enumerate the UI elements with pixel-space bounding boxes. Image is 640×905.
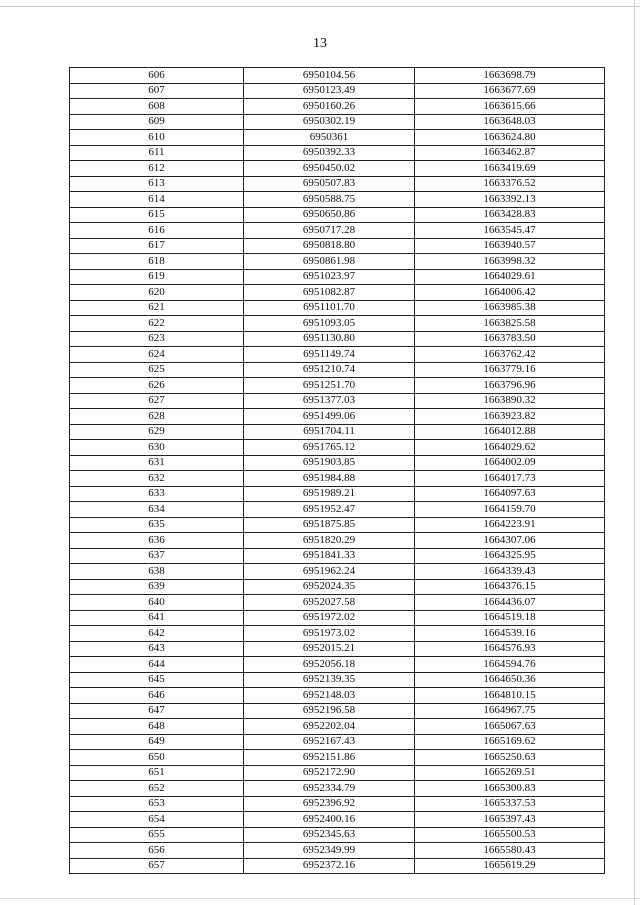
table-row [70,114,605,130]
y-coordinate-cell: 1664519.18 [415,610,605,626]
x-coordinate-cell: 6951130.80 [244,331,415,347]
point-number-cell: 657 [70,858,244,874]
x-coordinate-cell: 6950123.49 [244,83,415,99]
point-number-cell: 622 [70,316,244,332]
x-coordinate-cell: 6952349.99 [244,843,415,859]
point-number-cell: 623 [70,331,244,347]
table-row [70,238,605,254]
table-row [70,83,605,99]
x-coordinate-cell: 6951149.74 [244,347,415,363]
table-row [70,610,605,626]
x-coordinate-cell: 6951841.33 [244,548,415,564]
y-coordinate-cell: 1663762.42 [415,347,605,363]
point-number-cell: 645 [70,672,244,688]
x-coordinate-cell: 6950818.80 [244,238,415,254]
y-coordinate-cell: 1665500.53 [415,827,605,843]
x-coordinate-cell: 6952056.18 [244,657,415,673]
table-row [70,440,605,456]
x-coordinate-cell: 6951082.87 [244,285,415,301]
table-row [70,269,605,285]
x-coordinate-cell: 6952151.86 [244,750,415,766]
y-coordinate-cell: 1663392.13 [415,192,605,208]
y-coordinate-cell: 1664325.95 [415,548,605,564]
y-coordinate-cell: 1663940.57 [415,238,605,254]
y-coordinate-cell: 1664810.15 [415,688,605,704]
table-row [70,564,605,580]
point-number-cell: 650 [70,750,244,766]
y-coordinate-cell: 1665619.29 [415,858,605,874]
point-number-cell: 633 [70,486,244,502]
table-row [70,161,605,177]
table-row [70,130,605,146]
table-row [70,672,605,688]
table-row [70,579,605,595]
table-row [70,223,605,239]
x-coordinate-cell: 6950302.19 [244,114,415,130]
table-row [70,409,605,425]
point-number-cell: 646 [70,688,244,704]
table-row [70,331,605,347]
x-coordinate-cell: 6950160.26 [244,99,415,115]
y-coordinate-cell: 1663648.03 [415,114,605,130]
x-coordinate-cell: 6952396.92 [244,796,415,812]
x-coordinate-cell: 6952372.16 [244,858,415,874]
point-number-cell: 606 [70,68,244,84]
table-row [70,781,605,797]
y-coordinate-cell: 1663376.52 [415,176,605,192]
point-number-cell: 631 [70,455,244,471]
table-row [70,765,605,781]
y-coordinate-cell: 1664017.73 [415,471,605,487]
table-row [70,254,605,270]
table-row [70,502,605,518]
y-coordinate-cell: 1663779.16 [415,362,605,378]
table-row [70,99,605,115]
y-coordinate-cell: 1663677.69 [415,83,605,99]
table-row [70,703,605,719]
y-coordinate-cell: 1664967.75 [415,703,605,719]
point-number-cell: 618 [70,254,244,270]
table-row [70,300,605,316]
table-row [70,734,605,750]
point-number-cell: 612 [70,161,244,177]
table-row [70,347,605,363]
point-number-cell: 630 [70,440,244,456]
y-coordinate-cell: 1664223.91 [415,517,605,533]
y-coordinate-cell: 1665397.43 [415,812,605,828]
y-coordinate-cell: 1664650.36 [415,672,605,688]
x-coordinate-cell: 6952024.35 [244,579,415,595]
point-number-cell: 653 [70,796,244,812]
point-number-cell: 637 [70,548,244,564]
x-coordinate-cell: 6951875.85 [244,517,415,533]
table-row [70,843,605,859]
y-coordinate-cell: 1664539.16 [415,626,605,642]
y-coordinate-cell: 1665250.63 [415,750,605,766]
point-number-cell: 629 [70,424,244,440]
y-coordinate-cell: 1663998.32 [415,254,605,270]
y-coordinate-cell: 1664594.76 [415,657,605,673]
x-coordinate-cell: 6951704.11 [244,424,415,440]
y-coordinate-cell: 1665300.83 [415,781,605,797]
x-coordinate-cell: 6952400.16 [244,812,415,828]
table-row [70,657,605,673]
x-coordinate-cell: 6952015.21 [244,641,415,657]
table-row [70,796,605,812]
table-row [70,812,605,828]
point-number-cell: 621 [70,300,244,316]
top-edge-rule [0,6,640,7]
x-coordinate-cell: 6952196.58 [244,703,415,719]
x-coordinate-cell: 6950717.28 [244,223,415,239]
x-coordinate-cell: 6951972.02 [244,610,415,626]
x-coordinate-cell: 6950507.83 [244,176,415,192]
table-row [70,471,605,487]
y-coordinate-cell: 1663825.58 [415,316,605,332]
y-coordinate-cell: 1663923.82 [415,409,605,425]
table-row [70,641,605,657]
point-number-cell: 652 [70,781,244,797]
point-number-cell: 614 [70,192,244,208]
x-coordinate-cell: 6952027.58 [244,595,415,611]
point-number-cell: 639 [70,579,244,595]
x-coordinate-cell: 6951765.12 [244,440,415,456]
table-row [70,316,605,332]
point-number-cell: 620 [70,285,244,301]
y-coordinate-cell: 1663890.32 [415,393,605,409]
y-coordinate-cell: 1664339.43 [415,564,605,580]
y-coordinate-cell: 1665269.51 [415,765,605,781]
point-number-cell: 643 [70,641,244,657]
point-number-cell: 634 [70,502,244,518]
y-coordinate-cell: 1663428.83 [415,207,605,223]
point-number-cell: 647 [70,703,244,719]
y-coordinate-cell: 1663545.47 [415,223,605,239]
table-row [70,858,605,874]
table-row [70,68,605,84]
point-number-cell: 641 [70,610,244,626]
table-row [70,176,605,192]
point-number-cell: 609 [70,114,244,130]
point-number-cell: 655 [70,827,244,843]
x-coordinate-cell: 6951377.03 [244,393,415,409]
y-coordinate-cell: 1663624.80 [415,130,605,146]
point-number-cell: 638 [70,564,244,580]
table-row [70,145,605,161]
y-coordinate-cell: 1663698.79 [415,68,605,84]
point-number-cell: 656 [70,843,244,859]
y-coordinate-cell: 1664029.61 [415,269,605,285]
x-coordinate-cell: 6952139.35 [244,672,415,688]
point-number-cell: 632 [70,471,244,487]
point-number-cell: 640 [70,595,244,611]
point-number-cell: 635 [70,517,244,533]
point-number-cell: 654 [70,812,244,828]
x-coordinate-cell: 6951093.05 [244,316,415,332]
table-row [70,486,605,502]
table-row [70,688,605,704]
x-coordinate-cell: 6950861.98 [244,254,415,270]
point-number-cell: 626 [70,378,244,394]
table-row [70,595,605,611]
point-number-cell: 617 [70,238,244,254]
y-coordinate-cell: 1664012.88 [415,424,605,440]
y-coordinate-cell: 1664002.09 [415,455,605,471]
x-coordinate-cell: 6951499.06 [244,409,415,425]
table-row [70,533,605,549]
y-coordinate-cell: 1664576.93 [415,641,605,657]
y-coordinate-cell: 1664376.15 [415,579,605,595]
table-row [70,362,605,378]
y-coordinate-cell: 1663419.69 [415,161,605,177]
y-coordinate-cell: 1665067.63 [415,719,605,735]
table-row [70,192,605,208]
x-coordinate-cell: 6951101.70 [244,300,415,316]
x-coordinate-cell: 6950650.86 [244,207,415,223]
table-row [70,626,605,642]
point-number-cell: 613 [70,176,244,192]
right-edge-rule [634,0,635,905]
x-coordinate-cell: 6952345.63 [244,827,415,843]
table-row [70,719,605,735]
x-coordinate-cell: 6950104.56 [244,68,415,84]
table-row [70,424,605,440]
point-number-cell: 649 [70,734,244,750]
coordinates-table [69,67,605,874]
point-number-cell: 616 [70,223,244,239]
x-coordinate-cell: 6950450.02 [244,161,415,177]
x-coordinate-cell: 6951962.24 [244,564,415,580]
point-number-cell: 611 [70,145,244,161]
y-coordinate-cell: 1663783.50 [415,331,605,347]
x-coordinate-cell: 6950588.75 [244,192,415,208]
y-coordinate-cell: 1665580.43 [415,843,605,859]
point-number-cell: 648 [70,719,244,735]
table-row [70,378,605,394]
page-number: 13 [313,36,327,51]
point-number-cell: 619 [70,269,244,285]
x-coordinate-cell: 6952172.90 [244,765,415,781]
table-row [70,285,605,301]
point-number-cell: 608 [70,99,244,115]
point-number-cell: 624 [70,347,244,363]
x-coordinate-cell: 6951820.29 [244,533,415,549]
y-coordinate-cell: 1664159.70 [415,502,605,518]
x-coordinate-cell: 6951984.88 [244,471,415,487]
table-row [70,750,605,766]
x-coordinate-cell: 6952202.04 [244,719,415,735]
y-coordinate-cell: 1664029.62 [415,440,605,456]
x-coordinate-cell: 6952334.79 [244,781,415,797]
y-coordinate-cell: 1664097.63 [415,486,605,502]
point-number-cell: 651 [70,765,244,781]
x-coordinate-cell: 6951952.47 [244,502,415,518]
x-coordinate-cell: 6950392.33 [244,145,415,161]
coordinates-table-body [70,68,605,874]
y-coordinate-cell: 1665169.62 [415,734,605,750]
x-coordinate-cell: 6951210.74 [244,362,415,378]
point-number-cell: 615 [70,207,244,223]
x-coordinate-cell: 6950361 [244,130,415,146]
point-number-cell: 642 [70,626,244,642]
bottom-edge-rule [0,898,640,899]
point-number-cell: 628 [70,409,244,425]
table-row [70,548,605,564]
y-coordinate-cell: 1663615.66 [415,99,605,115]
point-number-cell: 644 [70,657,244,673]
y-coordinate-cell: 1664307.06 [415,533,605,549]
x-coordinate-cell: 6951973.02 [244,626,415,642]
y-coordinate-cell: 1664436.07 [415,595,605,611]
table-row [70,827,605,843]
table-row [70,207,605,223]
x-coordinate-cell: 6951023.97 [244,269,415,285]
point-number-cell: 625 [70,362,244,378]
y-coordinate-cell: 1663796.96 [415,378,605,394]
point-number-cell: 607 [70,83,244,99]
y-coordinate-cell: 1664006.42 [415,285,605,301]
x-coordinate-cell: 6952167.43 [244,734,415,750]
point-number-cell: 636 [70,533,244,549]
y-coordinate-cell: 1663462.87 [415,145,605,161]
x-coordinate-cell: 6952148.03 [244,688,415,704]
point-number-cell: 610 [70,130,244,146]
point-number-cell: 627 [70,393,244,409]
table-row [70,455,605,471]
x-coordinate-cell: 6951989.21 [244,486,415,502]
x-coordinate-cell: 6951903.85 [244,455,415,471]
y-coordinate-cell: 1665337.53 [415,796,605,812]
x-coordinate-cell: 6951251.70 [244,378,415,394]
table-row [70,517,605,533]
y-coordinate-cell: 1663985.38 [415,300,605,316]
table-row [70,393,605,409]
